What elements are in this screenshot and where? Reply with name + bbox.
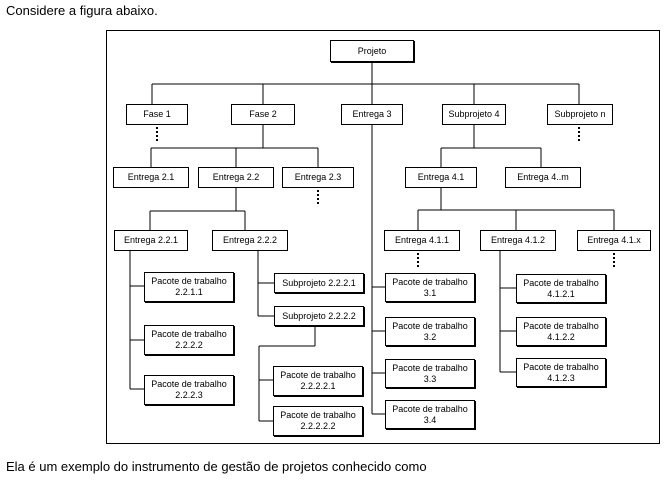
wbs-node-pacote-2-2-2-2-2: Pacote de trabalho 2.2.2.2.2 (273, 406, 363, 436)
wbs-node-entrega-2-1: Entrega 2.1 (113, 167, 189, 188)
question-intro: Considere a figura abaixo. (6, 3, 158, 18)
question-outro: Ela é um exemplo do instrumento de gestão de projetos conhecido como (6, 459, 427, 474)
wbs-node-entrega-2-2-2: Entrega 2.2.2 (212, 230, 288, 251)
wbs-node-subprojeto-2-2-2-1: Subprojeto 2.2.2.1 (274, 273, 364, 293)
wbs-node-pacote-4-1-2-3: Pacote de trabalho 4.1.2.3 (516, 358, 606, 387)
wbs-node-entrega-4-1: Entrega 4.1 (405, 167, 477, 188)
wbs-node-pacote-4-1-2-2: Pacote de trabalho 4.1.2.2 (516, 317, 606, 346)
wbs-node-entrega-2-3: Entrega 2.3 (282, 167, 354, 188)
wbs-node-pacote-3-3: Pacote de trabalho 3.3 (385, 359, 475, 388)
wbs-node-entrega-4-m: Entrega 4..m (505, 167, 581, 188)
wbs-node-subprojeto-2-2-2-2: Subprojeto 2.2.2.2 (274, 306, 364, 326)
wbs-node-fase-2: Fase 2 (231, 104, 295, 125)
wbs-node-pacote-2-2-2-2: Pacote de trabalho 2.2.2.2 (144, 325, 234, 355)
wbs-node-entrega-4-1-2: Entrega 4.1.2 (480, 230, 556, 251)
wbs-node-pacote-2-2-2-3: Pacote de trabalho 2.2.2.3 (144, 375, 234, 405)
wbs-node-pacote-3-4: Pacote de trabalho 3.4 (385, 400, 475, 429)
wbs-node-pacote-4-1-2-1: Pacote de trabalho 4.1.2.1 (516, 274, 606, 303)
wbs-node-fase-1: Fase 1 (126, 104, 188, 125)
wbs-node-pacote-2-2-2-2-1: Pacote de trabalho 2.2.2.2.1 (273, 366, 363, 396)
wbs-node-subprojeto-n: Subprojeto n (547, 104, 613, 125)
wbs-node-entrega-2-2-1: Entrega 2.2.1 (114, 230, 188, 251)
wbs-node-pacote-2-2-1-1: Pacote de trabalho 2.2.1.1 (144, 272, 234, 302)
wbs-node-pacote-3-2: Pacote de trabalho 3.2 (385, 317, 475, 346)
wbs-node-subprojeto-4: Subprojeto 4 (442, 104, 506, 125)
wbs-node-pacote-3-1: Pacote de trabalho 3.1 (385, 273, 475, 302)
wbs-node-entrega-3: Entrega 3 (341, 104, 403, 125)
wbs-node-entrega-2-2: Entrega 2.2 (198, 167, 274, 188)
wbs-node-entrega-4-1-1: Entrega 4.1.1 (384, 230, 460, 251)
wbs-node-entrega-4-1-x: Entrega 4.1.x (577, 230, 651, 251)
wbs-node-root: Projeto (330, 40, 414, 62)
